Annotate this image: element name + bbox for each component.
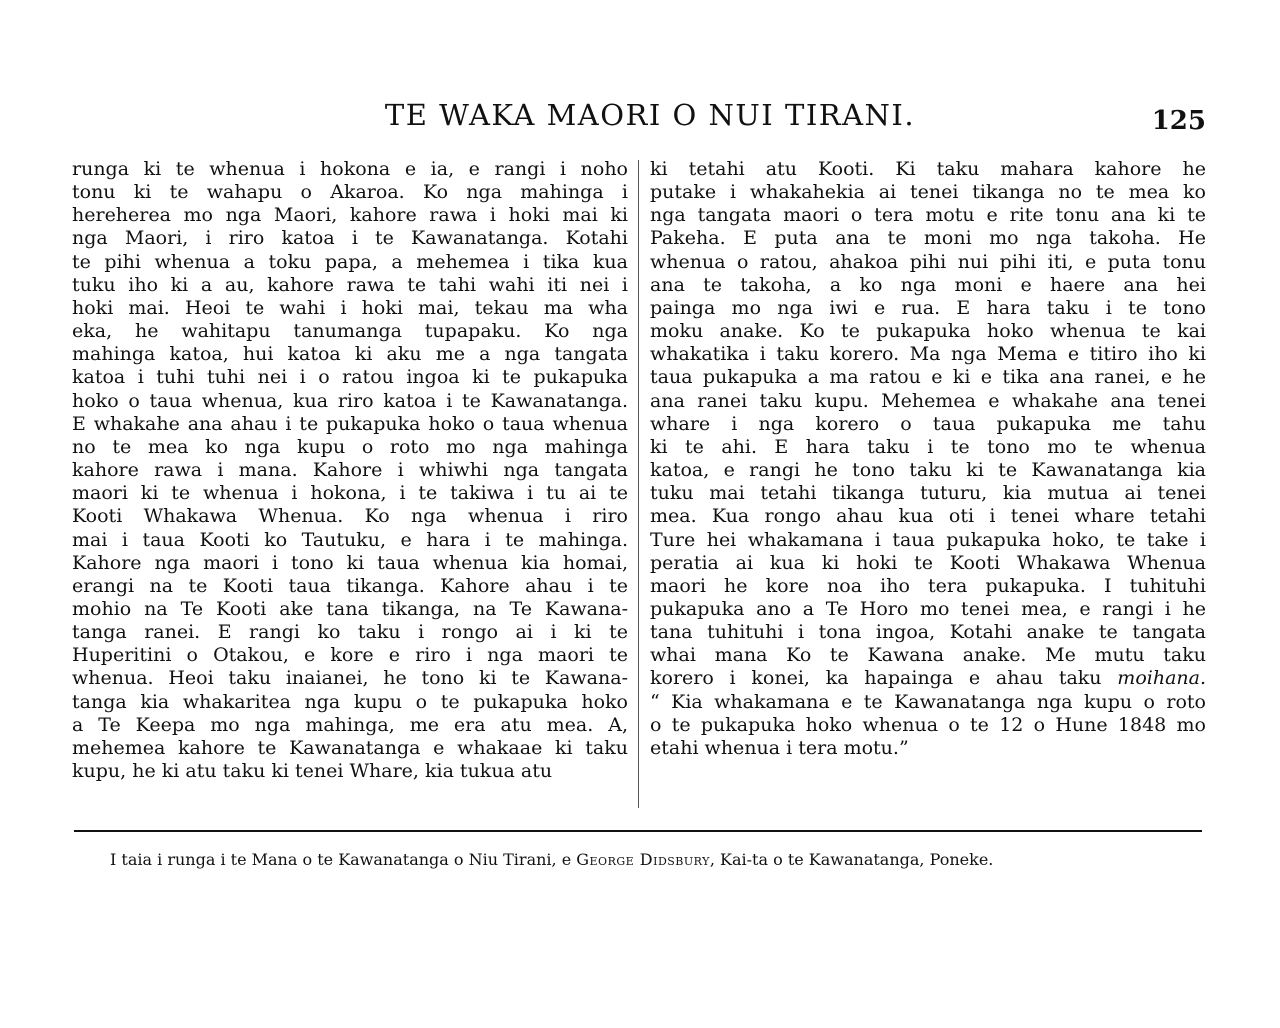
text-line-content: nga Maori, i riro katoa i te Kawanatanga. Kotahi	[72, 227, 628, 250]
text-line	[650, 320, 1206, 343]
text-line-content: tuku mai tetahi tikanga tuturu, kia mutua ai tenei	[650, 482, 1206, 505]
text-line	[72, 343, 628, 366]
text-line-content: tana tuhituhi i tona ingoa, Kotahi anake te tangata	[650, 621, 1206, 644]
text-line	[72, 181, 628, 204]
text-line	[650, 505, 1206, 528]
text-line-content: moku anake. Ko te pukapuka hoko whenua te kai	[650, 320, 1206, 343]
text-line	[72, 505, 628, 528]
text-line	[72, 227, 628, 250]
text-line	[650, 297, 1206, 320]
text-line-content: katoa i tuhi tuhi nei i o ratou ingoa ki te pukapuka	[72, 366, 628, 389]
text-line-content: E whakahe ana ahau i te pukapuka hoko o taua whenua	[72, 412, 628, 435]
text-line	[650, 552, 1206, 575]
page-number: 125	[1151, 106, 1206, 136]
text-line-content: nga tangata maori o tera motu e rite tonu ana ki te	[650, 204, 1206, 227]
text-line-content: painga mo nga iwi e rua. E hara taku i te tono	[650, 296, 1206, 319]
text-line-content: taua pukapuka a ma ratou e ki e tika ana ranei, e he	[650, 366, 1206, 389]
text-line-content: mai i taua Kooti ko Tautuku, e hara i te mahinga.	[72, 528, 628, 551]
text-line-content: katoa, e rangi he tono taku ki te Kawanatanga kia	[650, 459, 1206, 482]
text-line-content: ki tetahi atu Kooti. Ki taku mahara kahore he	[650, 158, 1206, 180]
text-line-content: a Te Keepa mo nga mahinga, me era atu mea. A,	[72, 713, 628, 736]
text-line-content: Kahore nga maori i tono ki taua whenua kia homai,	[72, 551, 628, 574]
text-line-content: kupu, he ki atu taku ki tenei Whare, kia tukua atu	[72, 760, 553, 783]
text-line-content: hoki mai. Heoi te wahi i hoki mai, tekau ma wha	[72, 296, 628, 319]
text-line	[72, 714, 628, 737]
text-line	[72, 552, 628, 575]
imprint-suffix: , Kai-ta o te Kawanatanga, Poneke.	[709, 850, 994, 869]
text-line-content: whenua o ratou, ahakoa pihi nui pihi iti, e puta tonu	[650, 250, 1206, 273]
text-line-content: runga ki te whenua i hokona e ia, e rangi i noho	[72, 158, 628, 180]
text-line	[72, 529, 628, 552]
page-header	[0, 95, 1280, 135]
text-line-content: Pakeha. E puta ana te moni mo nga takoha. He	[650, 227, 1206, 250]
printer-name: George Didsbury	[576, 850, 710, 869]
text-line	[72, 413, 628, 436]
text-line	[72, 158, 628, 181]
text-line	[650, 714, 1206, 737]
text-line	[72, 644, 628, 667]
text-line-content: Kooti Whakawa Whenua. Ko nga whenua i riro	[72, 505, 628, 528]
text-line-content: tuku iho ki a au, kahore rawa te tahi wahi iti nei i	[72, 273, 628, 296]
text-line-content: maori he kore noa iho tera pukapuka. I tuhituhi	[650, 574, 1206, 597]
text-line-content: eka, he wahitapu tanumanga tupapaku. Ko nga	[72, 320, 628, 343]
text-line	[650, 343, 1206, 366]
text-line	[72, 760, 628, 783]
text-column-left	[72, 158, 628, 783]
text-line-content: ki te ahi. E hara taku i te tono mo te whenua	[650, 435, 1206, 458]
text-line-content: etahi whenua i tera motu.”	[650, 736, 909, 759]
text-line-content: peratia ai kua ki hoki te Kooti Whakawa Whenua	[650, 551, 1206, 574]
text-column-right	[650, 158, 1206, 760]
text-line	[72, 667, 628, 690]
text-line	[72, 598, 628, 621]
text-line-content: whare i nga korero o taua pukapuka me tahu	[650, 412, 1206, 435]
text-line	[72, 297, 628, 320]
text-line-content: whenua. Heoi taku inaianei, he tono ki te Kawana-	[72, 667, 628, 690]
text-line	[72, 390, 628, 413]
text-line-content: ana te takoha, a ko nga moni e haere ana hei	[650, 273, 1206, 296]
text-line	[650, 667, 1206, 690]
text-line	[650, 737, 1206, 760]
text-line	[72, 575, 628, 598]
text-line	[650, 598, 1206, 621]
printer-imprint	[110, 848, 1210, 872]
text-line-content: mohio na Te Kooti ake tana tikanga, na Te Kawana-	[72, 597, 628, 620]
text-line	[650, 482, 1206, 505]
column-divider	[638, 160, 639, 808]
text-line	[650, 204, 1206, 227]
text-line	[72, 691, 628, 714]
text-line-content: erangi na te Kooti taua tikanga. Kahore ahau i te	[72, 574, 628, 597]
footer-rule	[74, 830, 1202, 832]
text-line	[650, 274, 1206, 297]
text-line-content: korero i konei, ka hapainga e ahau taku	[650, 667, 1118, 690]
text-line-content: Huperitini o Otakou, e kore e riro i nga maori te	[72, 644, 628, 667]
text-line	[72, 274, 628, 297]
text-line-content: o te pukapuka hoko whenua o te 12 o Hune 1848 mo	[650, 713, 1206, 736]
italic-word: moihana.	[1117, 667, 1206, 690]
text-line-content: pukapuka ano a Te Horo mo tenei mea, e rangi i he	[650, 597, 1206, 620]
text-line	[650, 691, 1206, 714]
text-line	[650, 529, 1206, 552]
text-line	[650, 644, 1206, 667]
text-line-content: tanga kia whakaritea nga kupu o te pukapuka hoko	[72, 690, 628, 713]
text-line-content: whai mana Ko te Kawana anake. Me mutu taku	[650, 644, 1206, 667]
text-line-content: maori ki te whenua i hokona, i te takiwa i tu ai te	[72, 482, 628, 505]
text-line-content: “ Kia whakamana e te Kawanatanga nga kupu o roto	[650, 690, 1206, 713]
text-line	[650, 158, 1206, 181]
text-line-content: no te mea ko nga kupu o roto mo nga mahinga	[72, 435, 628, 458]
text-line	[72, 737, 628, 760]
text-line	[72, 320, 628, 343]
text-line-content: ana ranei taku kupu. Mehemea e whakahe ana tenei	[650, 389, 1206, 412]
text-line-content: tanga ranei. E rangi ko taku i rongo ai i ki te	[72, 621, 628, 644]
text-line	[650, 459, 1206, 482]
text-line-content: mahinga katoa, hui katoa ki aku me a nga tangata	[72, 343, 628, 366]
text-line-content: mea. Kua rongo ahau kua oti i tenei whare tetahi	[650, 505, 1206, 528]
text-line-content: kahore rawa i mana. Kahore i whiwhi nga tangata	[72, 459, 628, 482]
text-line	[650, 390, 1206, 413]
text-line	[650, 251, 1206, 274]
text-line-content: te pihi whenua a toku papa, a mehemea i tika kua	[72, 250, 628, 273]
text-line	[650, 621, 1206, 644]
imprint-prefix: I taia i runga i te Mana o te Kawanatanga o Niu Tirani, e	[110, 850, 577, 869]
text-line	[72, 482, 628, 505]
text-line	[72, 459, 628, 482]
text-line	[72, 436, 628, 459]
page-title: TE WAKA MAORI O NUI TIRANI.	[384, 98, 916, 132]
text-line	[650, 181, 1206, 204]
text-line	[650, 227, 1206, 250]
text-line-content: tonu ki te wahapu o Akaroa. Ko nga mahinga i	[72, 181, 628, 204]
text-line	[650, 366, 1206, 389]
text-line	[650, 413, 1206, 436]
text-line-content: Ture hei whakamana i taua pukapuka hoko, te take i	[650, 528, 1206, 551]
text-line-content: putake i whakahekia ai tenei tikanga no te mea ko	[650, 181, 1206, 204]
text-line	[72, 251, 628, 274]
text-line-content: hoko o taua whenua, kua riro katoa i te Kawanatanga.	[72, 389, 628, 412]
text-line	[650, 575, 1206, 598]
text-line	[72, 366, 628, 389]
text-line	[650, 436, 1206, 459]
text-line	[72, 621, 628, 644]
text-line-content: hereherea mo nga Maori, kahore rawa i hoki mai ki	[72, 204, 628, 227]
text-line-content: mehemea kahore te Kawanatanga e whakaae ki taku	[72, 736, 628, 759]
text-line-content: whakatika i taku korero. Ma nga Mema e titiro iho ki	[650, 343, 1206, 366]
text-line	[72, 204, 628, 227]
